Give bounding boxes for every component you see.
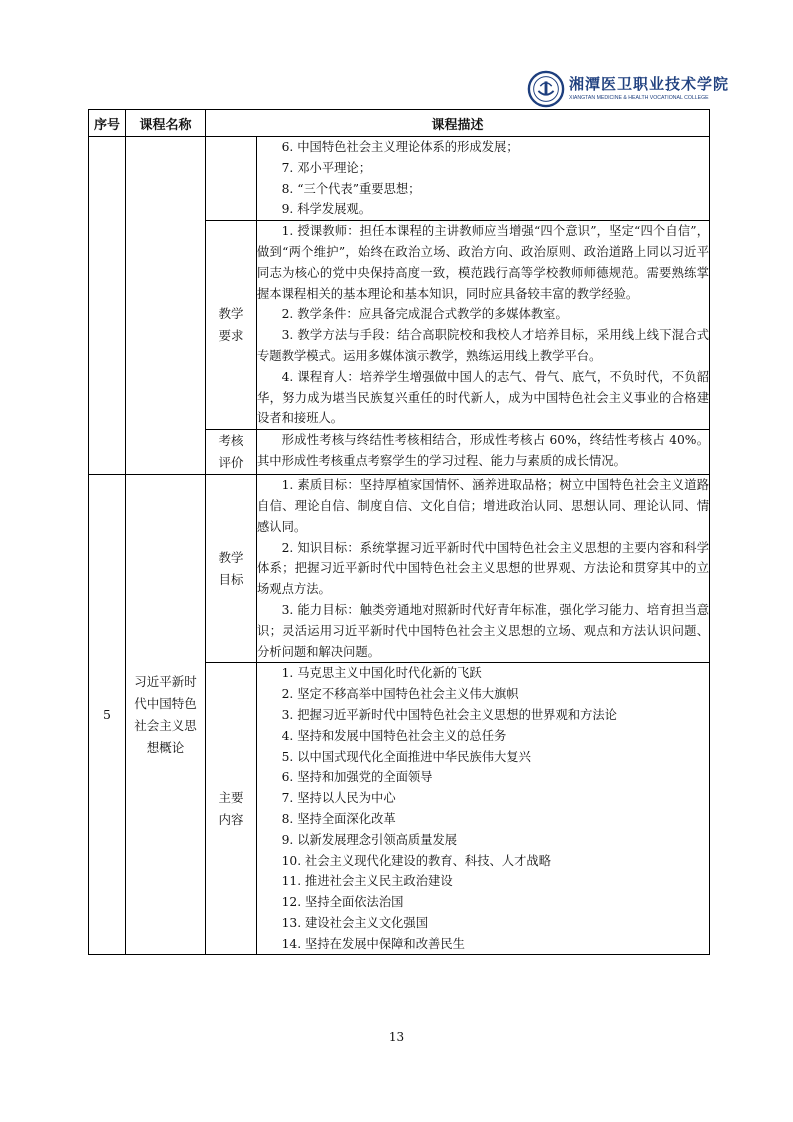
list-item: 7. 邓小平理论； [281,160,372,175]
page-number: 13 [388,1030,405,1044]
logo-english-name: XIANGTAN MEDICINE & HEALTH VOCATIONAL COLLEGE [569,94,709,101]
list-item: 4. 坚持和发展中国特色社会主义的总任务 [281,728,507,743]
evaluation-cell [257,430,710,475]
goals-label-text: 教学 目标 [218,549,244,587]
list-item: 12. 坚持全面依法治国 [281,895,404,910]
table-row [89,137,710,221]
course-number: 5 [103,706,111,722]
header-course-name: 课程名称 [126,110,206,137]
cont-number-cell [89,137,126,475]
goal-item: 2. 知识目标：系统掌握习近平新时代中国特色社会主义思想的主要内容和科学体系；把握习近平新时代中国特色社会主义思想的世界观、方法论和贯穿其中的立场观点方法。 [257,540,710,597]
goals-label [206,475,257,663]
requirement-item: 4. 课程育人：培养学生增强做中国人的志气、骨气、底气，不负时代，不负韶华，努力成为堪当民族复兴重任的时代新人，成为中国特色社会主义事业的合格建设者和接班人。 [257,369,710,426]
course-name-cell [126,475,206,955]
cont-name-cell [126,137,206,475]
list-item: 3. 把握习近平新时代中国特色社会主义思想的世界观和方法论 [281,707,617,722]
header-number: 序号 [89,110,126,137]
evaluation-label-text: 考核 评价 [218,433,244,471]
content-cell [257,663,710,955]
content-label [206,663,257,955]
list-item: 7. 坚持以人民为中心 [281,791,396,806]
list-item: 10. 社会主义现代化建设的教育、科技、人才战略 [281,853,551,868]
course-number-cell [89,475,126,955]
requirement-item: 1. 授课教师：担任本课程的主讲教师应当增强“四个意识”，坚定“四个自信”，做到“两个维护”，始终在政治立场、政治方向、政治原则、政治道路上同以习近平同志为核心的党中央保持高度一致，模范践行高等学校教师师德规范。需要熟练掌握本课程相关的基本理论和基本知识，同时应具备较丰富的教学经验。 [257,224,710,301]
requirement-item: 2. 教学条件：应具备完成混合式教学的多媒体教室。 [281,307,568,322]
goal-item: 1. 素质目标：坚持厚植家国情怀、涵养进取品格；树立中国特色社会主义道路自信、理论自信、制度自信、文化自信；增进政治认同、思想认同、理论认同、情感认同。 [257,478,710,534]
goal-item: 3. 能力目标：触类旁通地对照新时代好青年标准，强化学习能力、培育担当意识；灵活运用习近平新时代中国特色社会主义思想的立场、观点和方法认识问题、分析问题和解决问题。 [257,602,710,659]
list-item: 6. 中国特色社会主义理论体系的形成发展； [281,140,519,154]
requirement-item: 3. 教学方法与手段：结合高职院校和我校人才培养目标，采用线上线下混合式专题教学模式。运用多媒体演示教学，熟练运用线上教学平台。 [257,328,710,363]
list-item: 11. 推进社会主义民主政治建设 [281,874,453,889]
requirements-cell [257,221,710,430]
header-course-description: 课程描述 [206,110,710,137]
course-table [88,109,710,955]
content-label-text: 主要 内容 [218,789,244,827]
list-item: 14. 坚持在发展中保障和改善民生 [281,936,465,951]
list-item: 8. “三个代表”重要思想； [281,181,421,196]
evaluation-label [206,430,257,475]
college-emblem-icon [527,70,565,108]
list-item: 8. 坚持全面深化改革 [281,811,396,826]
cont-content-cell [257,137,710,221]
table-row [89,475,710,663]
list-item: 13. 建设社会主义文化强国 [281,915,429,930]
goals-cell [257,475,710,663]
logo-chinese-name: 湘潭医卫职业技术学院 [569,74,730,93]
college-logo [527,70,729,108]
requirements-label [206,221,257,430]
list-item: 6. 坚持和加强党的全面领导 [281,770,433,785]
cont-content-label-cell [206,137,257,221]
table-header-row [89,110,710,137]
evaluation-text: 形成性考核与终结性考核相结合，形成性考核占 60%，终结性考核占 40%。其中形成性考核重点考察学生的学习过程、能力与素质的成长情况。 [257,433,710,468]
list-item: 2. 坚定不移高举中国特色社会主义伟大旗帜 [281,687,519,702]
list-item: 9. 以新发展理念引领高质量发展 [281,832,458,847]
list-item: 5. 以中国式现代化全面推进中华民族伟大复兴 [281,749,531,764]
list-item: 9. 科学发展观。 [281,202,372,217]
course-name: 习近平新时代中国特色社会主义思想概论 [134,673,197,755]
list-item: 1. 马克思主义中国化时代化新的飞跃 [281,666,482,681]
requirements-label-text: 教学 要求 [218,306,244,344]
